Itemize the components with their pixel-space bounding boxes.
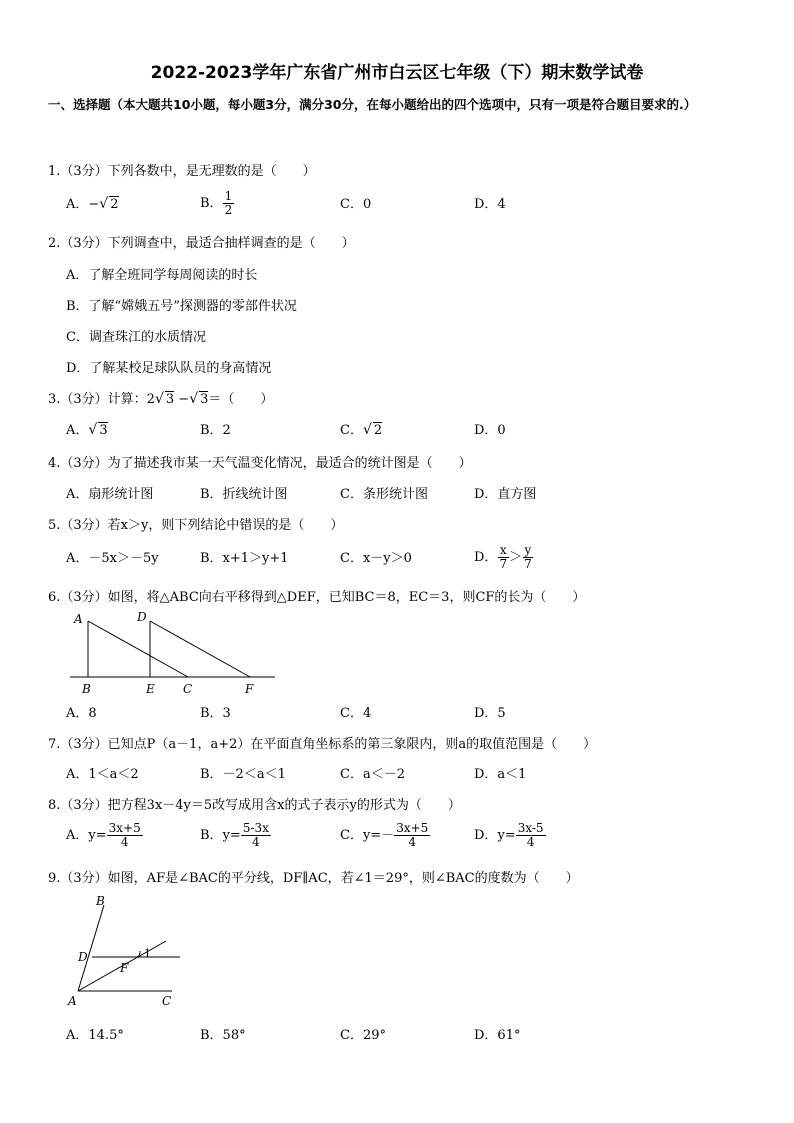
question-1-options bbox=[0, 190, 794, 216]
question-3-options bbox=[0, 419, 794, 445]
q7-option-b: B．－2＜a＜1 bbox=[200, 767, 286, 782]
section-heading: 一、选择题（本大题共10小题，每小题3分，满分30分，在每小题给出的四个选项中，只有一项是符合题目要求的.） bbox=[48, 97, 697, 112]
q6-option-c: C．4 bbox=[340, 706, 372, 721]
label-a: A bbox=[74, 612, 83, 626]
question-7-stem: 7.（3分）已知点P（a－1，a+2）在平面直角坐标系的第三象限内，则a的取值范围是（ ） bbox=[48, 737, 597, 752]
q7-option-a: A．1＜a＜2 bbox=[66, 767, 139, 782]
q4-option-b: B．折线统计图 bbox=[200, 487, 288, 502]
question-4-options bbox=[0, 483, 794, 509]
label-d: D bbox=[137, 610, 147, 624]
q6-option-a: A．8 bbox=[66, 706, 97, 721]
q2-option-b: B．了解“嫦娥五号”探测器的零部件状况 bbox=[66, 299, 297, 314]
question-1-stem: 1.（3分）下列各数中，是无理数的是（ ） bbox=[48, 164, 316, 179]
q2-option-a: A．了解全班同学每周阅读的时长 bbox=[66, 268, 258, 283]
q7-option-c: C．a＜－2 bbox=[340, 767, 405, 782]
q3-option-d: D．0 bbox=[474, 423, 506, 438]
q1-option-b: B． $\frac{1}{2}$ bbox=[200, 189, 233, 217]
q9-option-b: B．58° bbox=[200, 1028, 246, 1043]
q9-option-a: A．14.5° bbox=[66, 1028, 124, 1043]
question-9-stem: 9.（3分）如图，AF是∠BAC的平分线，DF∥AC，若∠1＝29°，则∠BAC的度数为（ ） bbox=[48, 871, 579, 886]
label-c: C bbox=[183, 682, 193, 696]
q3-option-c: C．√ 2 bbox=[340, 422, 383, 438]
question-3-stem: 3.（3分）计算：2√ 3 −√ 3＝（ ） bbox=[48, 391, 274, 407]
q3-option-a: A．√ 3 bbox=[66, 422, 108, 438]
q5-option-c: C．x－y＞0 bbox=[340, 551, 412, 566]
label-b: B bbox=[82, 682, 91, 696]
angle-bisector-figure bbox=[62, 893, 192, 1013]
q4-option-d: D．直方图 bbox=[474, 487, 537, 502]
segment-df bbox=[150, 621, 250, 677]
q8-option-b: B．y= $\frac{5-3x}{4}$ bbox=[200, 821, 269, 849]
question-2-stem: 2.（3分）下列调查中，最适合抽样调查的是（ ） bbox=[48, 236, 355, 251]
translation-figure bbox=[60, 605, 290, 700]
segment-ac bbox=[88, 621, 188, 677]
label-f: F bbox=[245, 682, 254, 696]
question-8-stem: 8.（3分）把方程3x－4y＝5改写成用含x的式子表示y的形式为（ ） bbox=[48, 798, 461, 813]
label-c: C bbox=[162, 994, 172, 1008]
q2-option-d: D．了解某校足球队队员的身高情况 bbox=[66, 361, 272, 376]
question-5-stem: 5.（3分）若x＞y，则下列结论中错误的是（ ） bbox=[48, 518, 344, 533]
q1-option-a: A．−√ 2 bbox=[66, 196, 119, 212]
question-7-options bbox=[0, 763, 794, 789]
q8-option-a: A．y= $\frac{3x+5}{4}$ bbox=[66, 821, 141, 849]
question-4-stem: 4.（3分）为了描述我市某一天气温变化情况，最适合的统计图是（ ） bbox=[48, 456, 472, 471]
q1-option-d: D．4 bbox=[474, 197, 506, 212]
question-8-options bbox=[0, 822, 794, 848]
q5-option-d: D． $\frac{x}{7}$ ＞ $\frac{y}{7}$ bbox=[474, 543, 532, 571]
q5-option-b: B．x+1＞y+1 bbox=[200, 551, 289, 566]
q8-option-c: C．y=－ $\frac{3x+5}{4}$ bbox=[340, 821, 429, 849]
label-f: F bbox=[120, 961, 129, 975]
q5-option-a: A．－5x＞－5y bbox=[66, 551, 159, 566]
q8-option-d: D．y= $\frac{3x-5}{4}$ bbox=[474, 821, 544, 849]
q7-option-d: D．a＜1 bbox=[474, 767, 527, 782]
q6-option-b: B．3 bbox=[200, 706, 231, 721]
q9-option-c: C．29° bbox=[340, 1028, 386, 1043]
q2-option-c: C．调查珠江的水质情况 bbox=[66, 330, 206, 345]
label-b: B bbox=[96, 894, 105, 908]
q3-option-b: B．2 bbox=[200, 423, 231, 438]
label-d: D bbox=[78, 950, 88, 964]
q4-option-c: C．条形统计图 bbox=[340, 487, 428, 502]
label-e: E bbox=[146, 682, 155, 696]
label-a: A bbox=[68, 994, 77, 1008]
q4-option-a: A．扇形统计图 bbox=[66, 487, 154, 502]
q1-option-c: C．0 bbox=[340, 197, 372, 212]
question-9-options bbox=[0, 1024, 794, 1050]
q6-option-d: D．5 bbox=[474, 706, 506, 721]
question-6-stem: 6.（3分）如图，将△ABC向右平移得到△DEF，已知BC＝8，EC＝3，则CF的长为（ ） bbox=[48, 590, 586, 605]
question-5-options bbox=[0, 544, 794, 570]
question-6-options bbox=[0, 702, 794, 728]
page-title: 2022-2023学年广东省广州市白云区七年级（下）期末数学试卷 bbox=[150, 63, 644, 83]
label-angle-1: 1 bbox=[144, 947, 151, 960]
q9-option-d: D．61° bbox=[474, 1028, 521, 1043]
